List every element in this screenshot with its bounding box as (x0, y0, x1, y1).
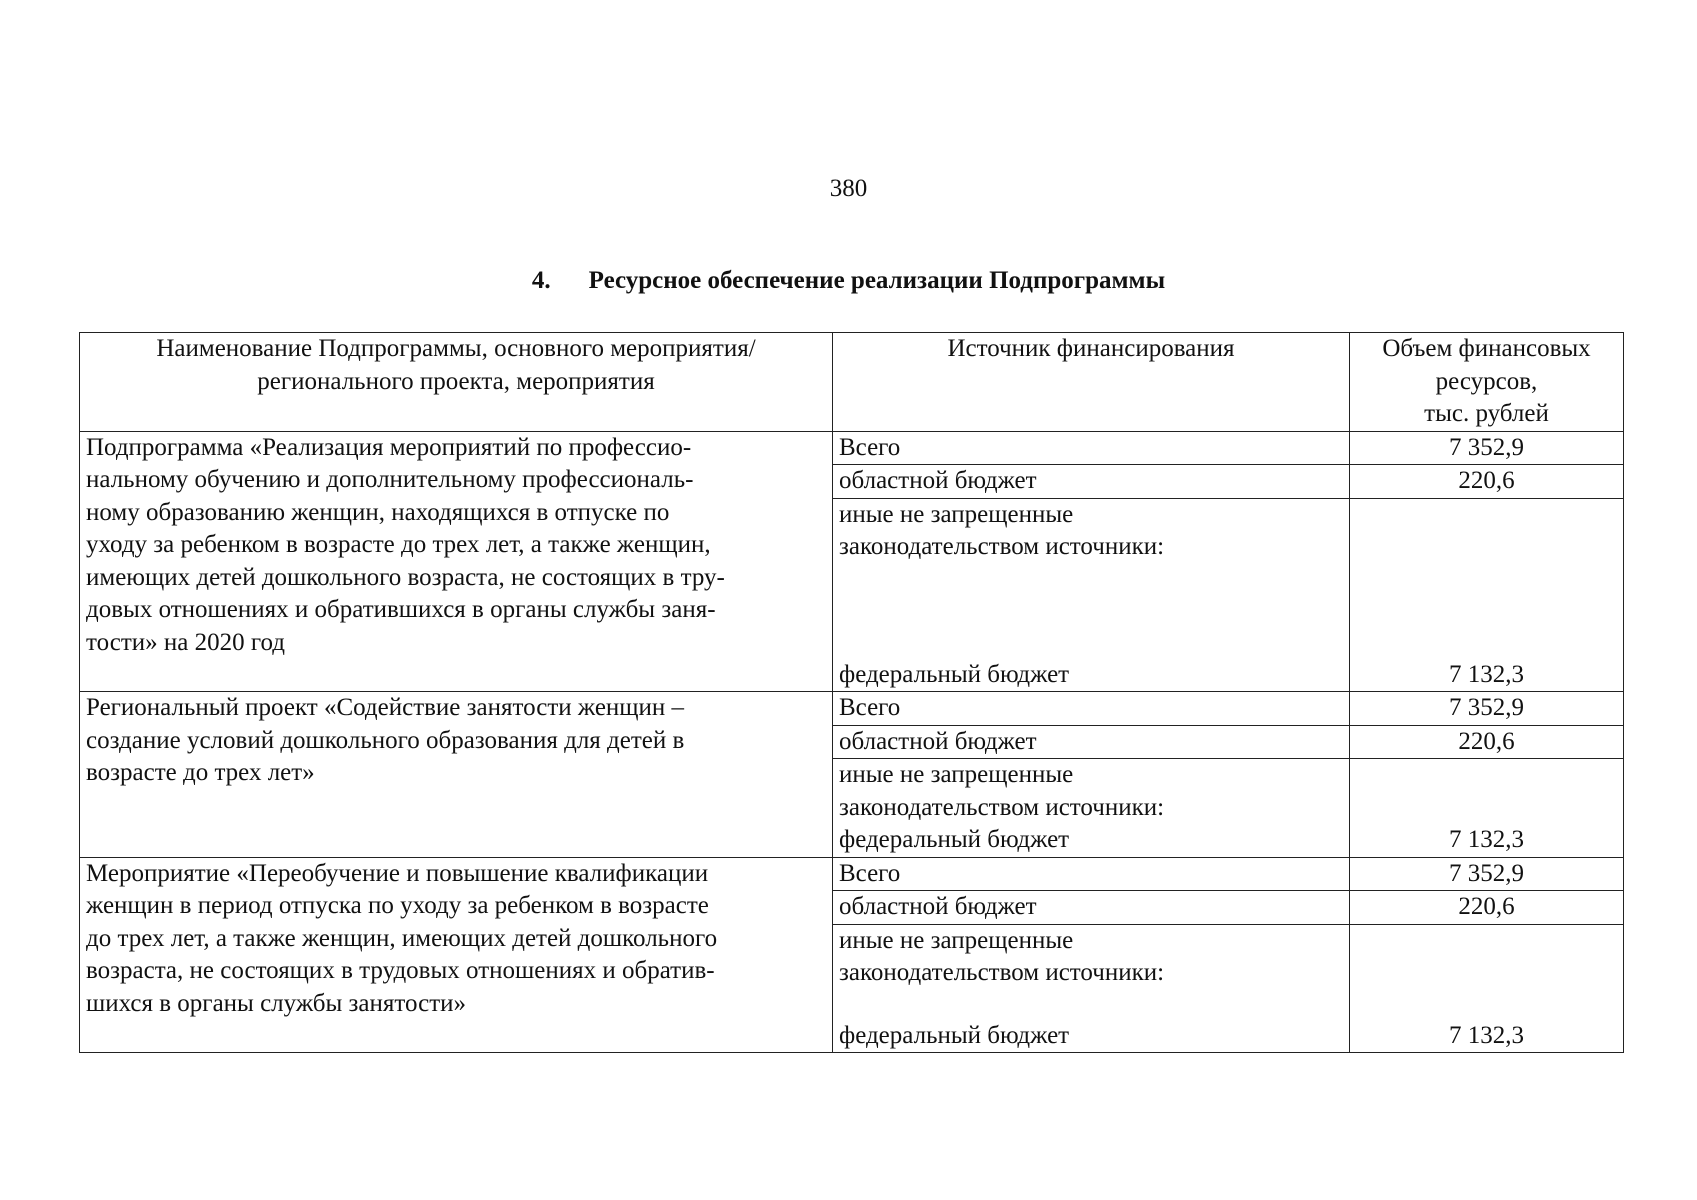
volume-other (1350, 924, 1624, 1020)
row-name-regional-project: Региональный проект «Содействие занятости женщин – создание условий дошкольного образования для детей в возрасте до трех лет» (80, 692, 833, 858)
volume-total: 7 352,9 (1350, 431, 1624, 465)
table-row (80, 431, 1624, 465)
resource-table (79, 332, 1624, 1053)
source-total: Всего (833, 857, 1350, 891)
source-federal: федеральный бюджет (833, 824, 1350, 857)
header-name: Наименование Подпрограммы, основного мероприятия/ регионального проекта, мероприятия (80, 333, 833, 432)
source-regional: областной бюджет (833, 465, 1350, 499)
source-federal: федеральный бюджет (833, 1020, 1350, 1053)
volume-federal: 7 132,3 (1350, 1020, 1624, 1053)
header-source: Источник финансирования (833, 333, 1350, 432)
row-name-activity: Мероприятие «Переобучение и повышение квалификации женщин в период отпуска по уходу за ребенком в возрасте до трех лет, а также женщин, имеющих детей дошкольного возраста, не состоящих в трудовых отношениях и обратив- шихся в органы службы занятости» (80, 857, 833, 1053)
volume-total: 7 352,9 (1350, 692, 1624, 726)
source-other: иные не запрещенные законодательством источники: (833, 759, 1350, 825)
volume-regional: 220,6 (1350, 465, 1624, 499)
source-total: Всего (833, 431, 1350, 465)
source-other: иные не запрещенные законодательством источники: (833, 924, 1350, 1020)
source-total: Всего (833, 692, 1350, 726)
volume-federal: 7 132,3 (1350, 659, 1624, 692)
page-number: 380 (829, 175, 868, 202)
section-heading (0, 266, 1697, 296)
source-regional: областной бюджет (833, 725, 1350, 759)
row-name-subprogram: Подпрограмма «Реализация мероприятий по профессио- нальному обучению и дополнительному профессиональ- ному образованию женщин, находящихся в отпуске по уходу за ребенком в возрасте до трех лет, а также женщин, имеющих детей дошкольного возраста, не состоящих в тру- довых отношениях и обратившихся в органы службы заня- тости» на 2020 год (80, 431, 833, 692)
volume-federal: 7 132,3 (1350, 824, 1624, 857)
header-volume: Объем финансовых ресурсов, тыс. рублей (1350, 333, 1624, 432)
volume-regional: 220,6 (1350, 725, 1624, 759)
table-header-row (80, 333, 1624, 432)
section-title: Ресурсное обеспечение реализации Подпрограммы (588, 267, 1166, 294)
volume-total: 7 352,9 (1350, 857, 1624, 891)
table-row (80, 692, 1624, 726)
volume-regional: 220,6 (1350, 891, 1624, 925)
table-row (80, 857, 1624, 891)
volume-other (1350, 759, 1624, 825)
source-regional: областной бюджет (833, 891, 1350, 925)
volume-other (1350, 498, 1624, 659)
source-other: иные не запрещенные законодательством источники: (833, 498, 1350, 659)
source-federal: федеральный бюджет (833, 659, 1350, 692)
section-number: 4. (531, 267, 551, 294)
